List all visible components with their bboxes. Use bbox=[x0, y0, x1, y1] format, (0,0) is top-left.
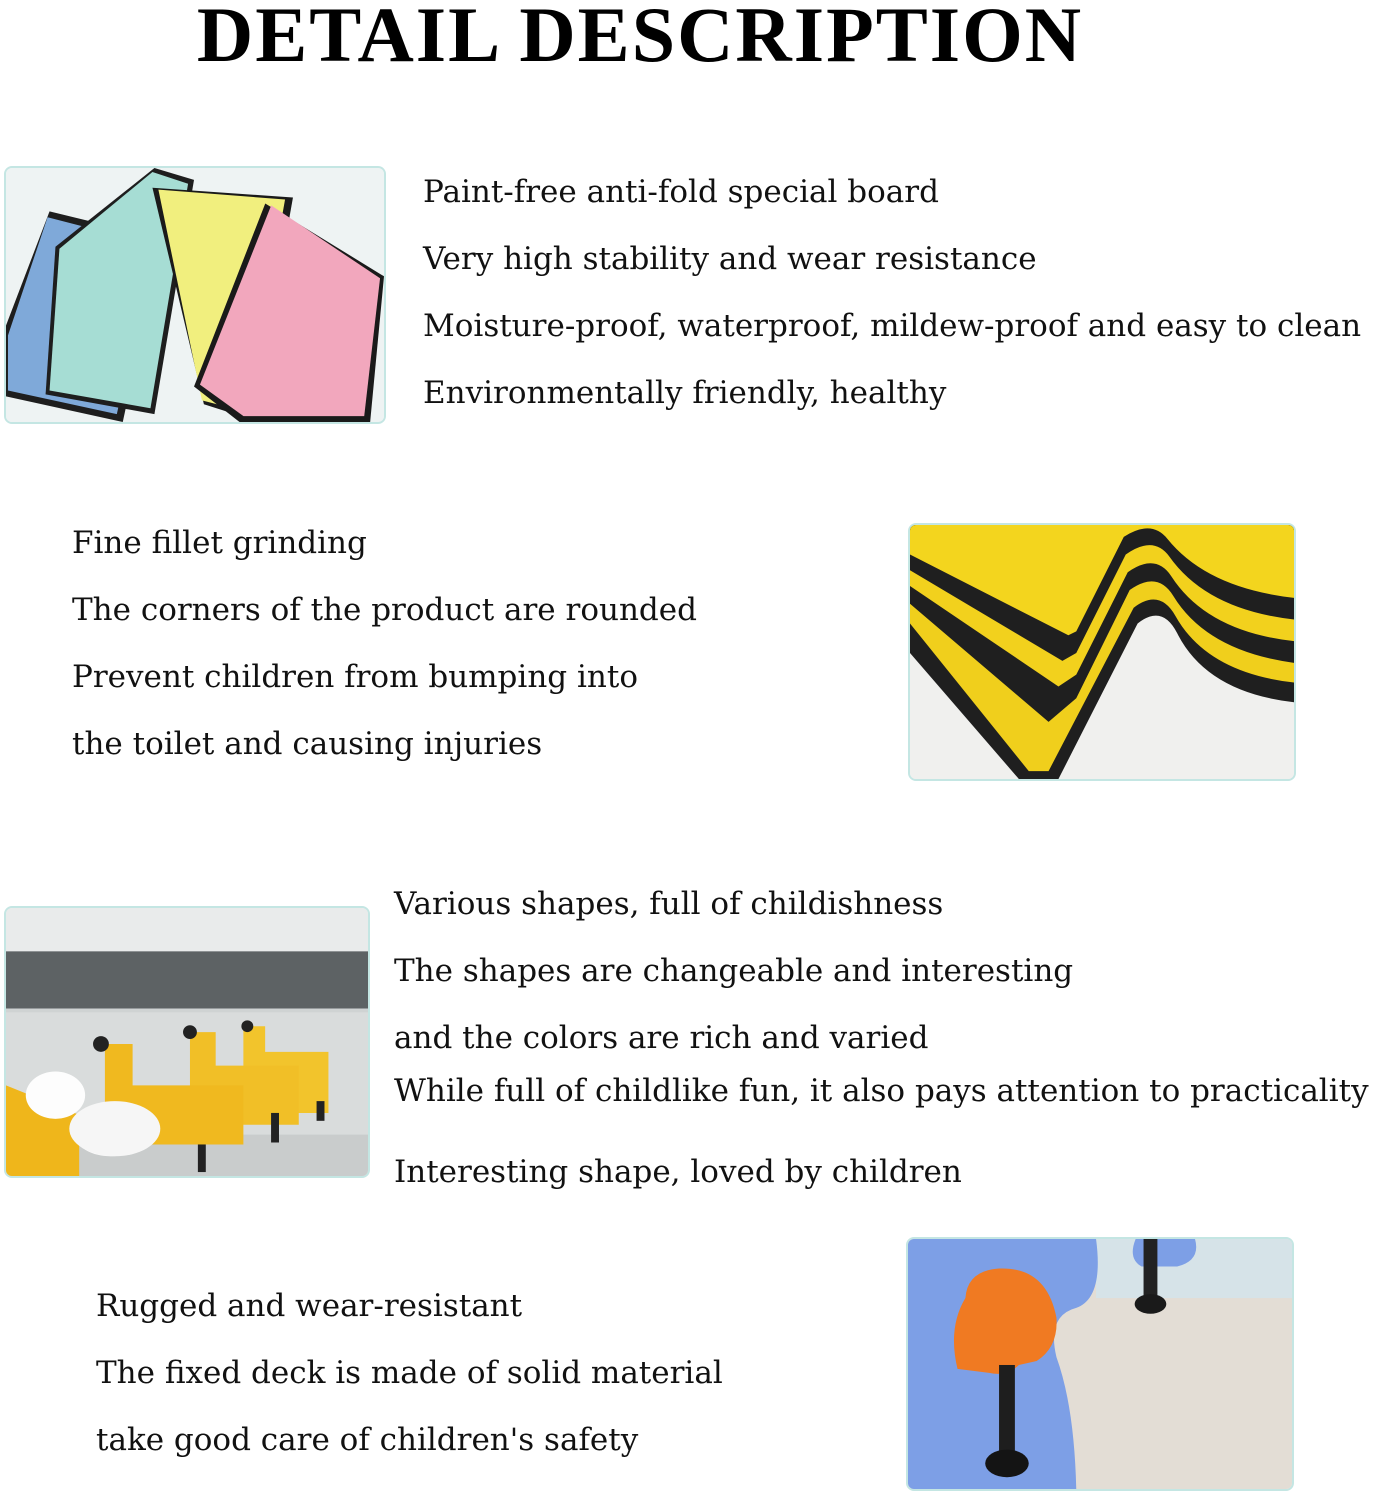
feature-line: Fine fillet grinding bbox=[72, 525, 367, 561]
feature-line: Various shapes, full of childishness bbox=[394, 886, 944, 922]
kids-toilet-cubicles-photo bbox=[4, 906, 370, 1178]
rounded-corners-photo bbox=[908, 523, 1296, 781]
feature-line: The shapes are changeable and interesting bbox=[394, 953, 1074, 989]
feature-line: While full of childlike fun, it also pays attention to practicality bbox=[394, 1073, 1369, 1109]
feature-line: Rugged and wear-resistant bbox=[96, 1288, 523, 1324]
feature-line: the toilet and causing injuries bbox=[72, 726, 543, 762]
feature-line: Moisture-proof, waterproof, mildew-proof and easy to clean bbox=[423, 308, 1362, 344]
feature-line: Prevent children from bumping into bbox=[72, 659, 638, 695]
page-title: DETAIL DESCRIPTION bbox=[196, 0, 1084, 78]
color-boards-photo bbox=[4, 166, 386, 424]
feature-line: and the colors are rich and varied bbox=[394, 1020, 929, 1056]
feature-line: take good care of children's safety bbox=[96, 1422, 639, 1458]
feature-line: The fixed deck is made of solid material bbox=[96, 1355, 723, 1391]
feature-line: Very high stability and wear resistance bbox=[423, 241, 1037, 277]
feature-line: The corners of the product are rounded bbox=[72, 592, 697, 628]
partition-feet-photo bbox=[906, 1237, 1294, 1491]
feature-line: Interesting shape, loved by children bbox=[394, 1154, 962, 1190]
feature-line: Paint-free anti-fold special board bbox=[423, 174, 939, 210]
feature-line: Environmentally friendly, healthy bbox=[423, 375, 947, 411]
